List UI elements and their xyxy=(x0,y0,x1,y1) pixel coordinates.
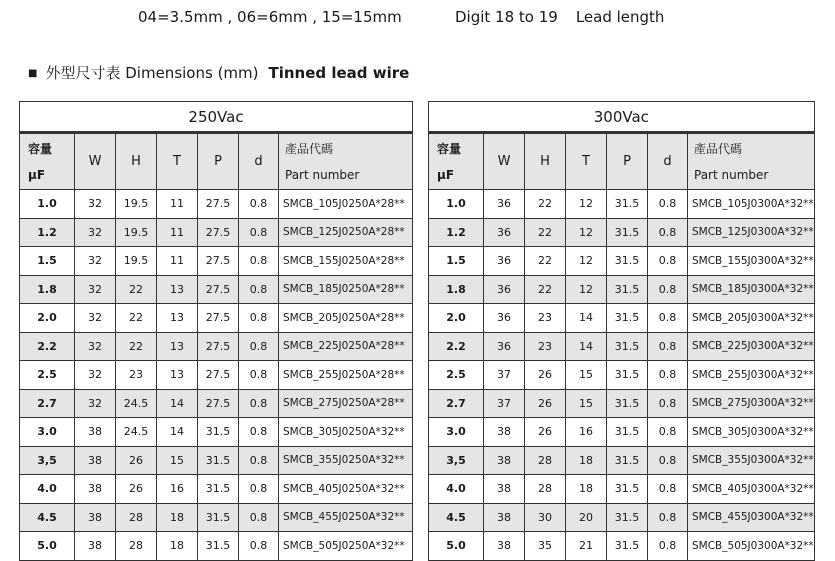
table-row xyxy=(20,418,413,447)
thickness-cell: 13 xyxy=(157,332,198,361)
part-number-cell: SMCB_275J0250A*28** xyxy=(279,389,413,418)
pitch-cell: 31.5 xyxy=(607,304,648,333)
pitch-cell: 31.5 xyxy=(198,418,239,447)
thickness-cell: 14 xyxy=(157,418,198,447)
capacitance-header xyxy=(429,133,484,190)
height-cell: 23 xyxy=(525,304,566,333)
width-cell: 36 xyxy=(484,332,525,361)
diameter-cell: 0.8 xyxy=(648,304,688,333)
capacitance-unit: µF xyxy=(437,167,455,182)
width-header: W xyxy=(75,133,116,190)
capacitance-cell: 1.2 xyxy=(429,218,484,247)
height-cell: 26 xyxy=(116,446,157,475)
diameter-header: d xyxy=(239,133,279,190)
width-cell: 36 xyxy=(484,247,525,276)
table-row xyxy=(429,304,815,333)
capacitance-cell: 4.5 xyxy=(20,503,75,532)
capacitance-cell: 3,5 xyxy=(20,446,75,475)
table-row xyxy=(429,475,815,504)
pitch-cell: 27.5 xyxy=(198,190,239,219)
capacitance-cell: 3.0 xyxy=(20,418,75,447)
table-row xyxy=(20,503,413,532)
height-cell: 22 xyxy=(525,190,566,219)
thickness-cell: 11 xyxy=(157,190,198,219)
capacitance-cell: 1.8 xyxy=(429,275,484,304)
pitch-header: P xyxy=(198,133,239,190)
voltage-header: 250Vac xyxy=(20,102,413,133)
diameter-cell: 0.8 xyxy=(648,446,688,475)
height-cell: 19.5 xyxy=(116,218,157,247)
pitch-cell: 27.5 xyxy=(198,218,239,247)
thickness-header: T xyxy=(566,133,607,190)
pitch-cell: 31.5 xyxy=(607,503,648,532)
part-number-cell: SMCB_225J0250A*28** xyxy=(279,332,413,361)
thickness-cell: 16 xyxy=(157,475,198,504)
height-cell: 30 xyxy=(525,503,566,532)
part-number-cell: SMCB_505J0250A*32** xyxy=(279,532,413,561)
thickness-cell: 14 xyxy=(566,332,607,361)
width-cell: 32 xyxy=(75,247,116,276)
height-cell: 23 xyxy=(525,332,566,361)
width-cell: 37 xyxy=(484,361,525,390)
thickness-cell: 15 xyxy=(566,361,607,390)
capacitance-cell: 1.5 xyxy=(20,247,75,276)
part-number-cell: SMCB_305J0300A*32** xyxy=(688,418,815,447)
height-cell: 26 xyxy=(525,389,566,418)
height-cell: 26 xyxy=(525,418,566,447)
diameter-cell: 0.8 xyxy=(239,389,279,418)
digit-lead-length-note xyxy=(455,8,664,26)
table-row xyxy=(20,532,413,561)
heading-lead-type: Tinned lead wire xyxy=(268,64,410,82)
capacitance-cell: 1.5 xyxy=(429,247,484,276)
capacitance-cell: 5.0 xyxy=(20,532,75,561)
capacitance-header-cn: 容量 xyxy=(28,141,53,156)
capacitance-cell: 1.8 xyxy=(20,275,75,304)
part-number-cell: SMCB_255J0300A*32** xyxy=(688,361,815,390)
capacitance-cell: 5.0 xyxy=(429,532,484,561)
width-cell: 32 xyxy=(75,332,116,361)
capacitance-cell: 4.5 xyxy=(429,503,484,532)
diameter-cell: 0.8 xyxy=(239,304,279,333)
thickness-cell: 12 xyxy=(566,218,607,247)
part-number-cell: SMCB_455J0300A*32** xyxy=(688,503,815,532)
capacitance-cell: 2.2 xyxy=(20,332,75,361)
table-row xyxy=(20,446,413,475)
part-number-cell: SMCB_255J0250A*28** xyxy=(279,361,413,390)
height-header: H xyxy=(525,133,566,190)
table-row xyxy=(429,418,815,447)
thickness-cell: 15 xyxy=(157,446,198,475)
diameter-cell: 0.8 xyxy=(648,475,688,504)
part-number-cell: SMCB_125J0250A*28** xyxy=(279,218,413,247)
part-number-cell: SMCB_155J0250A*28** xyxy=(279,247,413,276)
diameter-cell: 0.8 xyxy=(648,218,688,247)
thickness-cell: 13 xyxy=(157,304,198,333)
capacitance-cell: 2.0 xyxy=(20,304,75,333)
height-cell: 22 xyxy=(116,304,157,333)
heading-cn: 外型尺寸表 xyxy=(45,64,121,82)
table-row xyxy=(20,304,413,333)
pitch-cell: 31.5 xyxy=(607,332,648,361)
height-header: H xyxy=(116,133,157,190)
diameter-cell: 0.8 xyxy=(239,332,279,361)
height-cell: 19.5 xyxy=(116,247,157,276)
dimensions-table-300vac xyxy=(428,101,815,561)
table-row xyxy=(20,190,413,219)
pitch-cell: 31.5 xyxy=(607,247,648,276)
voltage-header: 300Vac xyxy=(429,102,815,133)
part-number-header xyxy=(279,133,413,190)
diameter-cell: 0.8 xyxy=(239,418,279,447)
dimensions-table-250vac xyxy=(19,101,413,561)
capacitance-cell: 2.0 xyxy=(429,304,484,333)
diameter-header: d xyxy=(648,133,688,190)
width-cell: 32 xyxy=(75,275,116,304)
table-row xyxy=(20,361,413,390)
capacitance-cell: 3,5 xyxy=(429,446,484,475)
capacitance-cell: 4.0 xyxy=(20,475,75,504)
part-number-cell: SMCB_355J0250A*32** xyxy=(279,446,413,475)
width-cell: 38 xyxy=(75,503,116,532)
width-cell: 32 xyxy=(75,389,116,418)
height-cell: 22 xyxy=(525,275,566,304)
diameter-cell: 0.8 xyxy=(239,275,279,304)
table-row xyxy=(429,532,815,561)
table-row xyxy=(20,275,413,304)
thickness-cell: 18 xyxy=(566,446,607,475)
diameter-cell: 0.8 xyxy=(648,503,688,532)
thickness-header: T xyxy=(157,133,198,190)
part-number-cell: SMCB_505J0300A*32** xyxy=(688,532,815,561)
pitch-cell: 27.5 xyxy=(198,389,239,418)
table-row xyxy=(20,332,413,361)
diameter-cell: 0.8 xyxy=(648,332,688,361)
height-cell: 22 xyxy=(116,332,157,361)
width-cell: 38 xyxy=(75,475,116,504)
height-cell: 19.5 xyxy=(116,190,157,219)
table-row xyxy=(429,446,815,475)
part-number-cell: SMCB_125J0300A*32** xyxy=(688,218,815,247)
diameter-cell: 0.8 xyxy=(648,275,688,304)
pitch-cell: 31.5 xyxy=(607,475,648,504)
width-header: W xyxy=(484,133,525,190)
table-row xyxy=(429,275,815,304)
part-number-cell: SMCB_105J0300A*32** xyxy=(688,190,815,219)
table-row xyxy=(429,247,815,276)
part-number-header-cn: 產品代碼 xyxy=(694,141,743,156)
table-row xyxy=(20,389,413,418)
lead-length-label: Lead length xyxy=(575,8,665,26)
part-number-header-cn: 產品代碼 xyxy=(285,141,334,156)
thickness-cell: 13 xyxy=(157,361,198,390)
pitch-cell: 31.5 xyxy=(607,275,648,304)
part-number-cell: SMCB_355J0300A*32** xyxy=(688,446,815,475)
pitch-cell: 31.5 xyxy=(198,475,239,504)
pitch-cell: 31.5 xyxy=(198,446,239,475)
capacitance-header xyxy=(20,133,75,190)
height-cell: 28 xyxy=(116,503,157,532)
thickness-cell: 11 xyxy=(157,218,198,247)
part-number-cell: SMCB_205J0250A*28** xyxy=(279,304,413,333)
pitch-header: P xyxy=(607,133,648,190)
diameter-cell: 0.8 xyxy=(648,389,688,418)
width-cell: 32 xyxy=(75,190,116,219)
height-cell: 26 xyxy=(525,361,566,390)
width-cell: 37 xyxy=(484,389,525,418)
thickness-cell: 16 xyxy=(566,418,607,447)
thickness-cell: 20 xyxy=(566,503,607,532)
diameter-cell: 0.8 xyxy=(648,361,688,390)
width-cell: 36 xyxy=(484,304,525,333)
table-row xyxy=(429,503,815,532)
diameter-cell: 0.8 xyxy=(648,247,688,276)
width-cell: 36 xyxy=(484,275,525,304)
width-cell: 38 xyxy=(484,475,525,504)
width-cell: 38 xyxy=(484,532,525,561)
height-cell: 24.5 xyxy=(116,418,157,447)
dimensions-heading xyxy=(28,62,409,83)
thickness-cell: 18 xyxy=(157,532,198,561)
pitch-cell: 31.5 xyxy=(607,218,648,247)
part-number-cell: SMCB_105J0250A*28** xyxy=(279,190,413,219)
table-row xyxy=(20,247,413,276)
height-cell: 24.5 xyxy=(116,389,157,418)
diameter-cell: 0.8 xyxy=(648,418,688,447)
width-cell: 38 xyxy=(484,446,525,475)
part-number-cell: SMCB_205J0300A*32** xyxy=(688,304,815,333)
height-cell: 35 xyxy=(525,532,566,561)
thickness-cell: 11 xyxy=(157,247,198,276)
pitch-cell: 31.5 xyxy=(607,418,648,447)
table-row xyxy=(429,389,815,418)
capacitance-cell: 2.7 xyxy=(429,389,484,418)
pitch-cell: 31.5 xyxy=(607,361,648,390)
heading-en: Dimensions (mm) xyxy=(125,64,259,82)
pitch-cell: 27.5 xyxy=(198,332,239,361)
capacitance-cell: 2.2 xyxy=(429,332,484,361)
part-number-cell: SMCB_405J0300A*32** xyxy=(688,475,815,504)
diameter-cell: 0.8 xyxy=(239,475,279,504)
diameter-cell: 0.8 xyxy=(239,247,279,276)
width-cell: 38 xyxy=(75,446,116,475)
digit-range-label: Digit 18 to 19 xyxy=(455,8,558,26)
part-number-cell: SMCB_185J0250A*28** xyxy=(279,275,413,304)
width-cell: 38 xyxy=(484,418,525,447)
thickness-cell: 18 xyxy=(157,503,198,532)
diameter-cell: 0.8 xyxy=(239,532,279,561)
width-cell: 38 xyxy=(75,532,116,561)
table-row xyxy=(20,218,413,247)
pitch-cell: 27.5 xyxy=(198,275,239,304)
thickness-cell: 14 xyxy=(157,389,198,418)
height-cell: 28 xyxy=(525,475,566,504)
pitch-cell: 31.5 xyxy=(607,389,648,418)
width-cell: 36 xyxy=(484,190,525,219)
part-number-cell: SMCB_405J0250A*32** xyxy=(279,475,413,504)
diameter-cell: 0.8 xyxy=(648,190,688,219)
part-number-cell: SMCB_155J0300A*32** xyxy=(688,247,815,276)
part-number-cell: SMCB_275J0300A*32** xyxy=(688,389,815,418)
pitch-cell: 31.5 xyxy=(607,532,648,561)
diameter-cell: 0.8 xyxy=(239,503,279,532)
table-row xyxy=(429,332,815,361)
diameter-cell: 0.8 xyxy=(239,446,279,475)
part-number-cell: SMCB_455J0250A*32** xyxy=(279,503,413,532)
pitch-cell: 27.5 xyxy=(198,247,239,276)
thickness-cell: 14 xyxy=(566,304,607,333)
diameter-cell: 0.8 xyxy=(648,532,688,561)
thickness-cell: 18 xyxy=(566,475,607,504)
table-row xyxy=(429,190,815,219)
height-cell: 22 xyxy=(525,247,566,276)
height-cell: 23 xyxy=(116,361,157,390)
capacitance-cell: 4.0 xyxy=(429,475,484,504)
pitch-cell: 31.5 xyxy=(198,503,239,532)
part-number-cell: SMCB_305J0250A*32** xyxy=(279,418,413,447)
capacitance-cell: 1.0 xyxy=(20,190,75,219)
width-cell: 38 xyxy=(484,503,525,532)
table-row xyxy=(429,218,815,247)
capacitance-cell: 2.5 xyxy=(429,361,484,390)
height-cell: 28 xyxy=(116,532,157,561)
diameter-cell: 0.8 xyxy=(239,361,279,390)
width-cell: 32 xyxy=(75,218,116,247)
table-row xyxy=(20,475,413,504)
part-number-header xyxy=(688,133,815,190)
part-number-header-en: Part number xyxy=(285,167,360,182)
pitch-cell: 31.5 xyxy=(607,190,648,219)
part-number-header-en: Part number xyxy=(694,167,769,182)
thickness-cell: 15 xyxy=(566,389,607,418)
width-cell: 38 xyxy=(75,418,116,447)
pitch-cell: 31.5 xyxy=(198,532,239,561)
width-cell: 32 xyxy=(75,304,116,333)
width-cell: 36 xyxy=(484,218,525,247)
square-bullet-icon: ■ xyxy=(28,68,38,79)
thickness-cell: 12 xyxy=(566,275,607,304)
thickness-cell: 21 xyxy=(566,532,607,561)
part-number-cell: SMCB_185J0300A*32** xyxy=(688,275,815,304)
lead-length-codes-note: 04=3.5mm , 06=6mm , 15=15mm xyxy=(138,8,402,26)
part-number-cell: SMCB_225J0300A*32** xyxy=(688,332,815,361)
table-row xyxy=(429,361,815,390)
height-cell: 22 xyxy=(525,218,566,247)
diameter-cell: 0.8 xyxy=(239,190,279,219)
diameter-cell: 0.8 xyxy=(239,218,279,247)
capacitance-cell: 3.0 xyxy=(429,418,484,447)
capacitance-cell: 1.2 xyxy=(20,218,75,247)
thickness-cell: 12 xyxy=(566,247,607,276)
pitch-cell: 27.5 xyxy=(198,304,239,333)
capacitance-cell: 2.7 xyxy=(20,389,75,418)
width-cell: 32 xyxy=(75,361,116,390)
height-cell: 22 xyxy=(116,275,157,304)
capacitance-cell: 2.5 xyxy=(20,361,75,390)
height-cell: 28 xyxy=(525,446,566,475)
height-cell: 26 xyxy=(116,475,157,504)
pitch-cell: 27.5 xyxy=(198,361,239,390)
thickness-cell: 12 xyxy=(566,190,607,219)
capacitance-header-cn: 容量 xyxy=(437,141,462,156)
capacitance-unit: µF xyxy=(28,167,46,182)
capacitance-cell: 1.0 xyxy=(429,190,484,219)
thickness-cell: 13 xyxy=(157,275,198,304)
pitch-cell: 31.5 xyxy=(607,446,648,475)
